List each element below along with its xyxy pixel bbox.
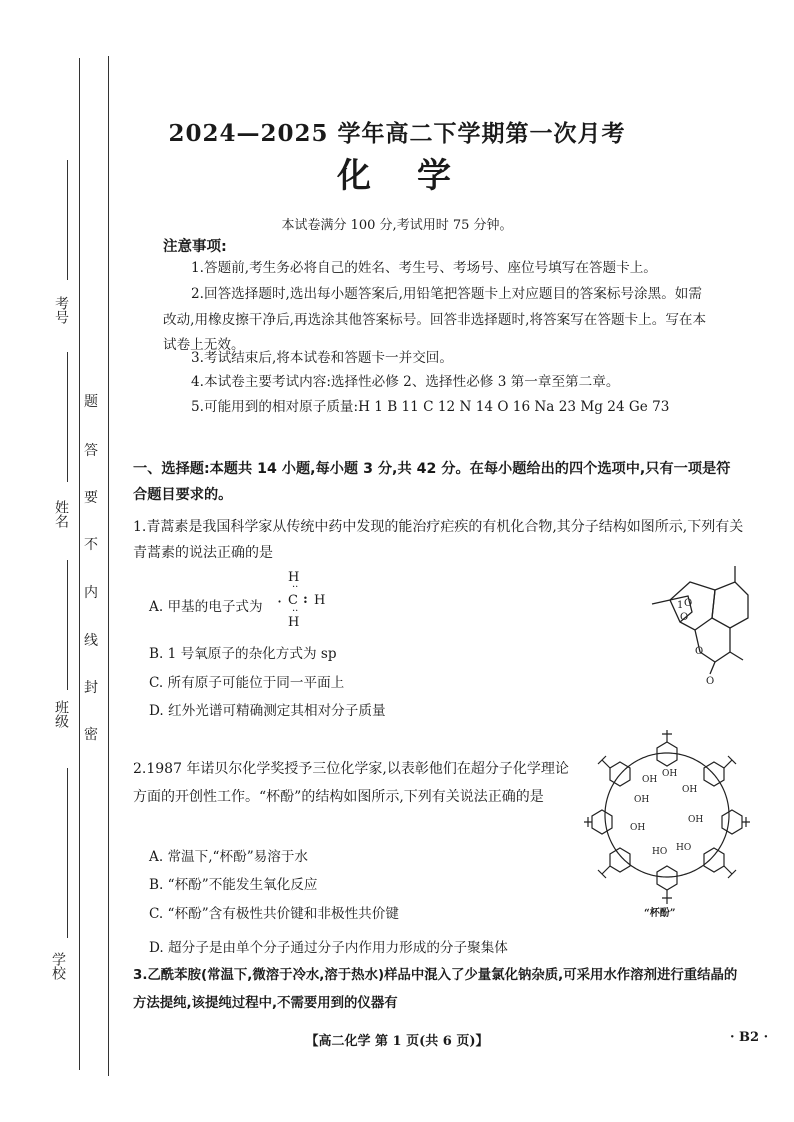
seal-char-7: 封 bbox=[84, 680, 98, 696]
oh-3: OH bbox=[682, 785, 698, 795]
fig-label-1: 1 bbox=[677, 600, 684, 611]
school-underline bbox=[67, 768, 68, 938]
seal-char-5: 内 bbox=[84, 585, 98, 601]
exam-title: 2024—2025 学年高二下学期第一次月考 bbox=[168, 120, 626, 147]
section1-heading: 一、选择题:本题共 14 小题,每小题 3 分,共 42 分。在每小题给出的四个选项中,只有一项是符合题目要求的。 bbox=[133, 461, 731, 503]
oh-2: OH bbox=[662, 769, 678, 779]
class-label: 班级 bbox=[53, 700, 69, 728]
lewis-top-h: H bbox=[288, 570, 300, 585]
oh-6: OH bbox=[630, 823, 646, 833]
q1-option-b: B. 1 号氧原子的杂化方式为 sp bbox=[149, 646, 337, 662]
q1-option-a: A. 甲基的电子式为 bbox=[149, 599, 263, 615]
paper-code: · B2 · bbox=[730, 1030, 769, 1045]
seal-char-3: 要 bbox=[84, 490, 98, 506]
exam-no-label: 考号 bbox=[53, 296, 69, 324]
calixarene-structure bbox=[582, 730, 752, 910]
note-item-2: 2.回答选择题时,选出每小题答案后,用铅笔把答题卡上对应题目的答案标号涂黑。如需改动,用橡皮擦干净后,再选涂其他答案标号。回答非选择题时,将答案写在答题卡上。写在本试卷上无效。 bbox=[163, 286, 707, 353]
fig-o-3: O bbox=[695, 646, 704, 657]
seal-char-6: 线 bbox=[84, 633, 98, 649]
artemisinin-structure bbox=[640, 560, 770, 690]
page-footer: 【高二化学 第 1 页(共 6 页)】 bbox=[305, 1034, 489, 1049]
q1-option-d: D. 红外光谱可精确测定其相对分子质量 bbox=[149, 703, 386, 719]
calixarene-caption: “杯酚” bbox=[644, 908, 676, 919]
methyl-lewis-structure bbox=[275, 570, 345, 631]
oh-1: OH bbox=[642, 775, 658, 785]
ho-2: HO bbox=[676, 843, 692, 853]
q2-option-c: C. “杯酚”含有极性共价键和非极性共价键 bbox=[149, 906, 399, 922]
q2-option-a: A. 常温下,“杯酚”易溶于水 bbox=[149, 849, 309, 865]
seal-char-8: 密 bbox=[84, 727, 98, 743]
seal-char-2: 答 bbox=[84, 443, 98, 459]
note-item-5: 5.可能用到的相对原子质量:H 1 B 11 C 12 N 14 O 16 Na 23 Mg 24 Ge 73 bbox=[191, 399, 670, 415]
q1-stem: 1.青蒿素是我国科学家从传统中药中发现的能治疗疟疾的有机化合物,其分子结构如图所示,下列有关青蒿素的说法正确的是 bbox=[133, 519, 744, 561]
seal-char-1: 题 bbox=[84, 394, 98, 410]
q3-stem: 3.乙酰苯胺(常温下,微溶于冷水,溶于热水)样品中混入了少量氯化钠杂质,可采用水作溶剂进行重结晶的方法提纯,该提纯过程中,不需要用到的仪器有 bbox=[133, 968, 738, 1011]
name-underline bbox=[67, 352, 68, 482]
school-label: 学校 bbox=[50, 952, 66, 980]
lewis-lower-colon: ·· bbox=[292, 606, 299, 617]
margin-line-outer bbox=[79, 58, 80, 1070]
note-item-3: 3.考试结束后,将本试卷和答题卡一并交回。 bbox=[191, 350, 453, 366]
q2-option-b: B. “杯酚”不能发生氧化反应 bbox=[149, 877, 318, 893]
seal-char-4: 不 bbox=[84, 537, 98, 553]
ho-1: HO bbox=[652, 847, 668, 857]
lewis-right-colon: : bbox=[303, 592, 308, 607]
q1-option-c: C. 所有原子可能位于同一平面上 bbox=[149, 675, 345, 691]
lewis-upper-colon: ·· bbox=[292, 582, 299, 593]
q2-option-d: D. 超分子是由单个分子通过分子内作用力形成的分子聚集体 bbox=[149, 940, 508, 956]
notes-heading: 注意事项: bbox=[163, 239, 227, 255]
fig-o-2: O bbox=[680, 612, 689, 623]
lewis-left-dot: · bbox=[277, 592, 283, 611]
lewis-bottom-h: H bbox=[288, 615, 300, 630]
oh-4: OH bbox=[634, 795, 650, 805]
note-item-1: 1.答题前,考生务必将自己的姓名、考生号、考场号、座位号填写在答题卡上。 bbox=[191, 260, 657, 276]
fig-o-4: O bbox=[706, 676, 715, 687]
lewis-c: C bbox=[288, 593, 298, 608]
class-underline bbox=[67, 560, 68, 690]
fig-o-1: O bbox=[684, 598, 693, 609]
lewis-right-h: H bbox=[314, 593, 326, 608]
name-label: 姓名 bbox=[53, 500, 69, 528]
margin-line-inner bbox=[108, 56, 109, 1076]
full-mark-note: 本试卷满分 100 分,考试用时 75 分钟。 bbox=[281, 218, 513, 233]
oh-5: OH bbox=[688, 815, 704, 825]
q2-stem: 2.1987 年诺贝尔化学奖授予三位化学家,以表彰他们在超分子化学理论方面的开创性工作。“杯酚”的结构如图所示,下列有关说法正确的是 bbox=[133, 761, 569, 805]
subject-title: 化学 bbox=[337, 156, 497, 196]
note-item-4: 4.本试卷主要考试内容:选择性必修 2、选择性必修 3 第一章至第二章。 bbox=[191, 374, 620, 390]
